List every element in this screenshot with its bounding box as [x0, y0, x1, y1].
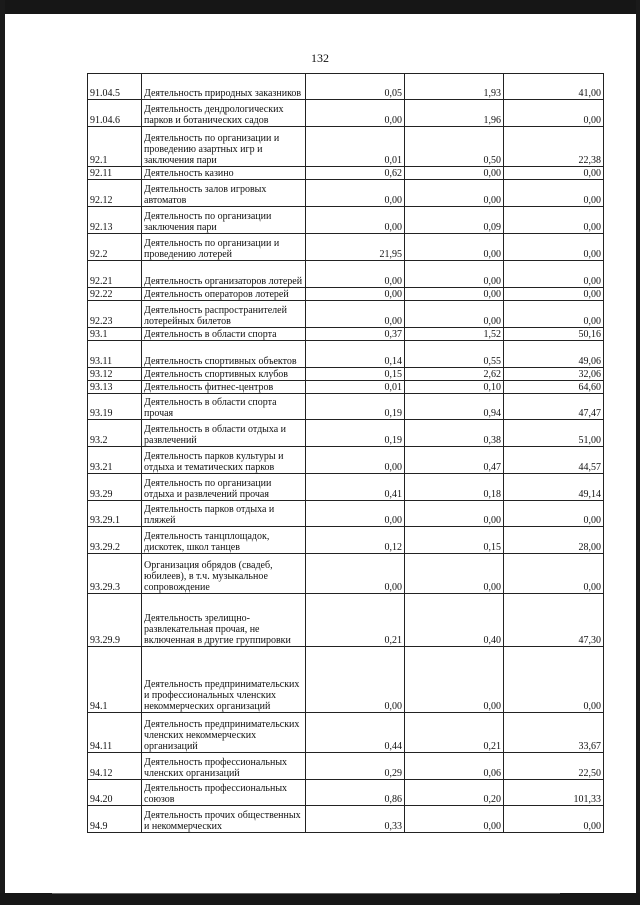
table-row: [88, 180, 604, 207]
row-value-1: 0,15: [306, 368, 405, 381]
row-value-2: 0,18: [405, 474, 504, 501]
row-code: 93.13: [88, 381, 142, 394]
row-code: 93.12: [88, 368, 142, 381]
row-value-3: 0,00: [504, 100, 604, 127]
row-value-2: 0,50: [405, 127, 504, 167]
row-value-2: 0,00: [405, 806, 504, 833]
row-description: Деятельность распространителей лотерейных билетов: [142, 301, 306, 328]
row-value-2: 0,09: [405, 207, 504, 234]
row-value-2: 1,93: [405, 74, 504, 100]
row-value-3: 51,00: [504, 420, 604, 447]
row-code: 94.9: [88, 806, 142, 833]
row-value-2: 0,00: [405, 554, 504, 594]
row-code: 93.29.1: [88, 501, 142, 527]
row-description: Деятельность казино: [142, 167, 306, 180]
table-row: [88, 420, 604, 447]
row-code: 93.29.3: [88, 554, 142, 594]
row-value-3: 0,00: [504, 554, 604, 594]
row-description: Деятельность предпринимательских и профессиональных членских некоммерческих организаций: [142, 647, 306, 713]
row-value-3: 0,00: [504, 288, 604, 301]
row-value-1: 0,19: [306, 394, 405, 420]
bottom-rule: [52, 893, 560, 894]
row-code: 93.21: [88, 447, 142, 474]
row-code: 92.22: [88, 288, 142, 301]
table-row: [88, 381, 604, 394]
row-value-2: 0,00: [405, 261, 504, 288]
row-description: Деятельность спортивных объектов: [142, 341, 306, 368]
row-value-1: 0,37: [306, 328, 405, 341]
scan-border-top: [0, 0, 640, 14]
row-description: Деятельность залов игровых автоматов: [142, 180, 306, 207]
row-value-1: 0,00: [306, 207, 405, 234]
row-description: Деятельность парков культуры и отдыха и тематических парков: [142, 447, 306, 474]
table-row: [88, 368, 604, 381]
row-code: 94.11: [88, 713, 142, 753]
row-description: Организация обрядов (свадеб, юбилеев), в т.ч. музыкальное сопровождение: [142, 554, 306, 594]
scan-border-bottom: [0, 893, 640, 905]
row-value-1: 0,00: [306, 647, 405, 713]
row-value-1: 21,95: [306, 234, 405, 261]
row-code: 92.2: [88, 234, 142, 261]
row-value-1: 0,14: [306, 341, 405, 368]
row-value-3: 0,00: [504, 806, 604, 833]
table-row: [88, 328, 604, 341]
row-description: Деятельность по организации и проведению лотерей: [142, 234, 306, 261]
row-value-1: 0,44: [306, 713, 405, 753]
row-code: 93.2: [88, 420, 142, 447]
row-value-1: 0,12: [306, 527, 405, 554]
row-code: 92.12: [88, 180, 142, 207]
row-value-3: 0,00: [504, 207, 604, 234]
row-value-1: 0,21: [306, 594, 405, 647]
row-code: 91.04.5: [88, 74, 142, 100]
row-description: Деятельность зрелищно-развлекательная прочая, не включенная в другие группировки: [142, 594, 306, 647]
table-row: [88, 474, 604, 501]
row-value-2: 0,94: [405, 394, 504, 420]
row-value-2: 0,15: [405, 527, 504, 554]
row-description: Деятельность предпринимательских членских некоммерческих организаций: [142, 713, 306, 753]
row-code: 93.1: [88, 328, 142, 341]
row-value-2: 0,00: [405, 288, 504, 301]
row-value-1: 0,00: [306, 288, 405, 301]
row-value-2: 1,52: [405, 328, 504, 341]
table-row: [88, 234, 604, 261]
row-value-2: 0,21: [405, 713, 504, 753]
row-code: 94.1: [88, 647, 142, 713]
row-value-2: 0,40: [405, 594, 504, 647]
row-value-1: 0,00: [306, 554, 405, 594]
row-value-3: 22,38: [504, 127, 604, 167]
row-value-2: 0,00: [405, 234, 504, 261]
row-value-2: 0,06: [405, 753, 504, 780]
row-description: Деятельность прочих общественных и некоммерческих: [142, 806, 306, 833]
row-value-1: 0,05: [306, 74, 405, 100]
row-code: 93.29.9: [88, 594, 142, 647]
row-value-3: 22,50: [504, 753, 604, 780]
page-number: 132: [311, 51, 329, 65]
table-row: [88, 127, 604, 167]
row-code: 93.11: [88, 341, 142, 368]
row-value-1: 0,29: [306, 753, 405, 780]
row-code: 92.13: [88, 207, 142, 234]
row-description: Деятельность природных заказников: [142, 74, 306, 100]
row-value-1: 0,19: [306, 420, 405, 447]
table-row: [88, 261, 604, 288]
row-value-1: 0,41: [306, 474, 405, 501]
table-row: [88, 647, 604, 713]
row-description: Деятельность дендрологических парков и ботанических садов: [142, 100, 306, 127]
row-description: Деятельность операторов лотерей: [142, 288, 306, 301]
row-value-1: 0,62: [306, 167, 405, 180]
row-value-2: 0,00: [405, 167, 504, 180]
row-value-1: 0,00: [306, 501, 405, 527]
row-value-2: 0,55: [405, 341, 504, 368]
row-code: 92.23: [88, 301, 142, 328]
row-value-3: 44,57: [504, 447, 604, 474]
row-code: 93.19: [88, 394, 142, 420]
row-value-3: 101,33: [504, 780, 604, 806]
row-value-3: 64,60: [504, 381, 604, 394]
row-code: 92.1: [88, 127, 142, 167]
table-row: [88, 301, 604, 328]
table-row: [88, 753, 604, 780]
scan-border-right: [636, 0, 640, 905]
row-description: Деятельность спортивных клубов: [142, 368, 306, 381]
row-value-1: 0,86: [306, 780, 405, 806]
table-row: [88, 527, 604, 554]
row-code: 93.29.2: [88, 527, 142, 554]
row-value-1: 0,01: [306, 381, 405, 394]
row-value-3: 47,47: [504, 394, 604, 420]
table-row: [88, 594, 604, 647]
row-value-3: 28,00: [504, 527, 604, 554]
row-value-3: 41,00: [504, 74, 604, 100]
row-value-2: 0,10: [405, 381, 504, 394]
row-value-3: 0,00: [504, 301, 604, 328]
table-row: [88, 100, 604, 127]
row-value-3: 0,00: [504, 167, 604, 180]
row-value-3: 0,00: [504, 234, 604, 261]
row-value-2: 0,38: [405, 420, 504, 447]
row-value-1: 0,00: [306, 100, 405, 127]
row-value-1: 0,00: [306, 261, 405, 288]
row-value-3: 47,30: [504, 594, 604, 647]
row-description: Деятельность профессиональных членских организаций: [142, 753, 306, 780]
row-code: 92.21: [88, 261, 142, 288]
row-value-3: 49,06: [504, 341, 604, 368]
table-row: [88, 501, 604, 527]
row-value-3: 0,00: [504, 180, 604, 207]
row-value-3: 32,06: [504, 368, 604, 381]
row-code: 91.04.6: [88, 100, 142, 127]
table-row: [88, 341, 604, 368]
table-row: [88, 554, 604, 594]
row-description: Деятельность по организации отдыха и развлечений прочая: [142, 474, 306, 501]
table-row: [88, 447, 604, 474]
row-value-2: 0,00: [405, 180, 504, 207]
table-row: [88, 713, 604, 753]
row-description: Деятельность в области спорта: [142, 328, 306, 341]
row-description: Деятельность организаторов лотерей: [142, 261, 306, 288]
row-value-3: 0,00: [504, 647, 604, 713]
scan-border-left: [0, 0, 5, 905]
row-description: Деятельность танцплощадок, дискотек, школ танцев: [142, 527, 306, 554]
row-value-2: 0,00: [405, 647, 504, 713]
row-description: Деятельность в области отдыха и развлечений: [142, 420, 306, 447]
row-value-3: 49,14: [504, 474, 604, 501]
row-description: Деятельность парков отдыха и пляжей: [142, 501, 306, 527]
row-description: Деятельность фитнес-центров: [142, 381, 306, 394]
row-value-3: 0,00: [504, 501, 604, 527]
row-value-1: 0,00: [306, 447, 405, 474]
table-row: [88, 167, 604, 180]
table-row: [88, 74, 604, 100]
row-value-2: 2,62: [405, 368, 504, 381]
row-value-2: 0,47: [405, 447, 504, 474]
row-code: 94.12: [88, 753, 142, 780]
row-description: Деятельность в области спорта прочая: [142, 394, 306, 420]
table-row: [88, 394, 604, 420]
row-value-2: 1,96: [405, 100, 504, 127]
row-value-3: 33,67: [504, 713, 604, 753]
table-row: [88, 806, 604, 833]
activity-table: [87, 73, 604, 833]
row-value-2: 0,00: [405, 301, 504, 328]
row-value-2: 0,00: [405, 501, 504, 527]
table-row: [88, 780, 604, 806]
row-description: Деятельность по организации заключения пари: [142, 207, 306, 234]
table-row: [88, 207, 604, 234]
row-value-1: 0,00: [306, 180, 405, 207]
row-description: Деятельность профессиональных союзов: [142, 780, 306, 806]
row-value-3: 50,16: [504, 328, 604, 341]
row-code: 92.11: [88, 167, 142, 180]
row-code: 93.29: [88, 474, 142, 501]
row-value-1: 0,33: [306, 806, 405, 833]
table-row: [88, 288, 604, 301]
row-value-1: 0,01: [306, 127, 405, 167]
row-code: 94.20: [88, 780, 142, 806]
row-description: Деятельность по организации и проведению азартных игр и заключения пари: [142, 127, 306, 167]
table-body: [88, 74, 604, 833]
row-value-3: 0,00: [504, 261, 604, 288]
row-value-1: 0,00: [306, 301, 405, 328]
row-value-2: 0,20: [405, 780, 504, 806]
